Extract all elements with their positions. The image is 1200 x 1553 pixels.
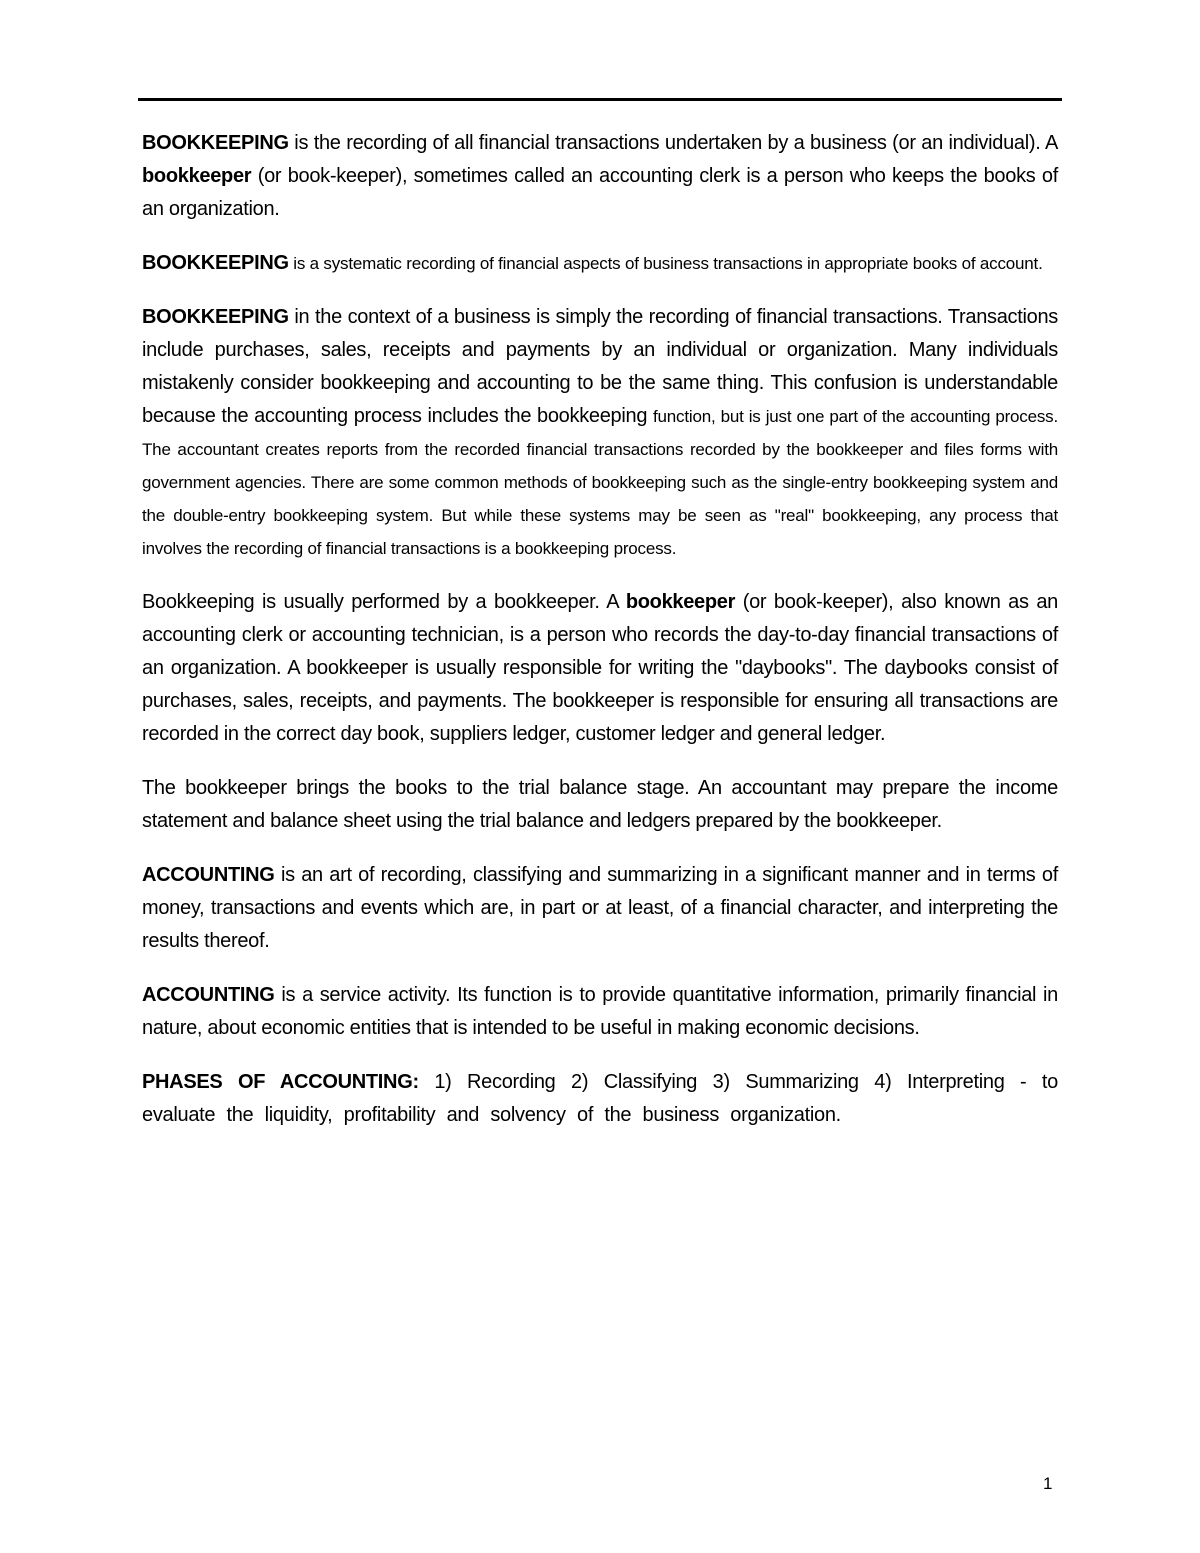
term-bookkeeping: BOOKKEEPING [142, 252, 289, 274]
term-bookkeeping: BOOKKEEPING [142, 132, 289, 154]
paragraph-trial-balance [142, 772, 1058, 838]
paragraph-text: 1) Recording 2) Classifying 3) Summarizing 4) Interpreting - to evaluate the liquidity, profitability and solvency of the business organization. [142, 1071, 1058, 1126]
paragraph-accounting-art [142, 859, 1058, 958]
term-accounting: ACCOUNTING [142, 864, 275, 886]
paragraph-bookkeeping-systematic [142, 247, 1058, 280]
paragraph-text: (or book-keeper), sometimes called an accounting clerk is a person who keeps the books of an organization. [142, 165, 1058, 220]
paragraph-phases-of-accounting [142, 1066, 1058, 1132]
paragraph-text: Bookkeeping is usually performed by a bookkeeper. A [142, 591, 626, 613]
paragraph-text-small: function, but is just one part of the accounting process. The accountant creates reports from the recorded financial transactions recorded by the bookkeeper and files forms with government agencies. There are some common methods of bookkeeping such as the single-entry bookkeeping system and the double-entry bookkeeping system. But while these systems may be seen as "real" bookkeeping, any process that involves the recording of financial transactions is a bookkeeping process. [142, 407, 1058, 558]
header-rule [138, 98, 1062, 101]
term-accounting: ACCOUNTING [142, 984, 275, 1006]
paragraph-bookkeeping-context [142, 301, 1058, 565]
term-bookkeeper: bookkeeper [625, 591, 736, 613]
document-body [142, 127, 1058, 1153]
paragraph-text: is the recording of all financial transactions undertaken by a business (or an individual). A [288, 132, 1058, 154]
paragraph-bookkeeper-role [142, 586, 1058, 751]
term-phases-of-accounting: PHASES OF ACCOUNTING: [142, 1071, 419, 1093]
paragraph-text: is a service activity. Its function is to provide quantitative information, primarily financial in nature, about economic entities that is intended to be useful in making economic decisions. [142, 984, 1058, 1039]
paragraph-text: (or book-keeper), also known as an accounting clerk or accounting technician, is a person who records the day-to-day financial transactions of an organization. A bookkeeper is usually responsible for writing the "daybooks". The daybooks consist of purchases, sales, receipts, and payments. The bookkeeper is responsible for ensuring all transactions are recorded in the correct day book, suppliers ledger, customer ledger and general ledger. [142, 591, 1058, 745]
term-bookkeeper: bookkeeper [142, 165, 252, 187]
paragraph-text: is a systematic recording of financial aspects of business transactions in appropriate books of account. [288, 254, 1043, 273]
paragraph-accounting-service [142, 979, 1058, 1045]
paragraph-text: is an art of recording, classifying and summarizing in a significant manner and in terms of money, transactions and events which are, in part or at least, of a financial character, and interpreting the results thereof. [142, 864, 1058, 952]
page-number: 1 [1043, 1474, 1053, 1493]
paragraph-text: The bookkeeper brings the books to the trial balance stage. An accountant may prepare the income statement and balance sheet using the trial balance and ledgers prepared by the bookkeeper. [142, 777, 1058, 832]
paragraph-text: in the context of a business is simply the recording of financial transactions. Transactions include purchases, sales, receipts and payments by an individual or organization. Many individuals mistakenly consider bookkeeping and accounting to be the same thing. This confusion is understandable because the accounting process includes the bookkeeping [142, 306, 1058, 427]
term-bookkeeping: BOOKKEEPING [142, 306, 289, 328]
paragraph-bookkeeping-definition [142, 127, 1058, 226]
